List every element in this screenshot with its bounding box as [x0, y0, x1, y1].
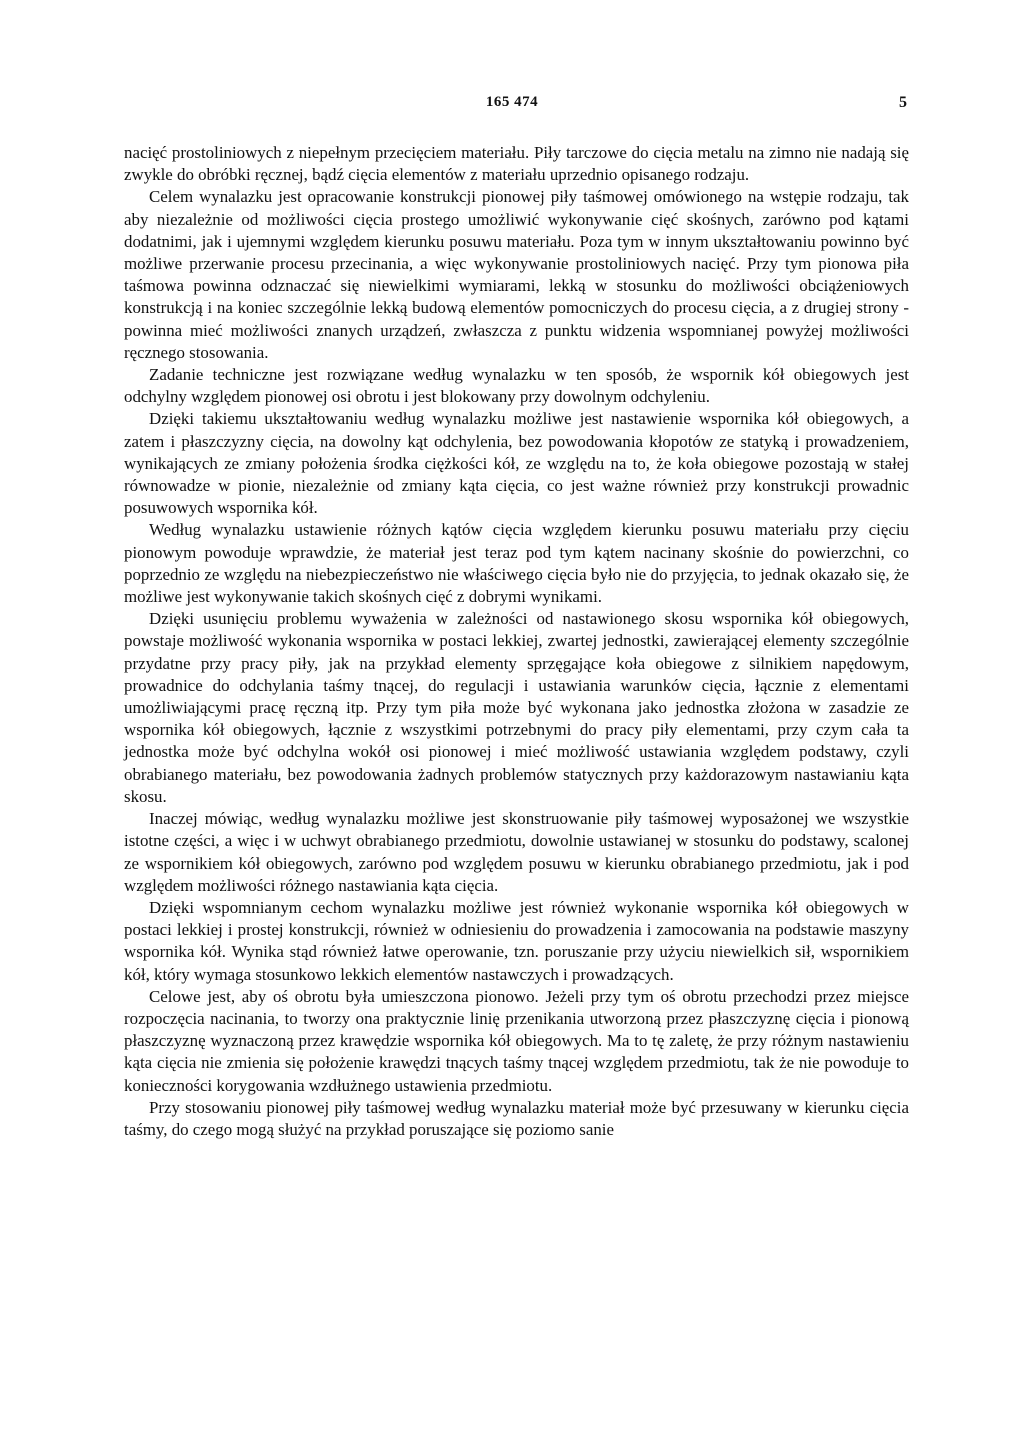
document-number: 165 474 — [485, 94, 539, 110]
paragraph: Przy stosowaniu pionowej piły taśmowej według wynalazku materiał może być przesuwany w kierunku cięcia taśmy, do czego mogą służyć na przykład poruszające się poziomo sanie — [124, 1097, 909, 1139]
paragraph: Według wynalazku ustawienie różnych kątów cięcia względem kierunku posuwu materiału przy cięciu pionowym powoduje wprawdzie, że materiał jest teraz pod tym kątem nacinany skośnie do powierzchni, co poprzednio ze względu na niebezpieczeństwo nie właściwego cięcia było nie do przyjęcia, to jednak okazało się, że możliwe jest wykonywanie takich skośnych cięć z dobrymi wynikami. — [124, 520, 909, 607]
paragraph: Celowe jest, aby oś obrotu była umieszczona pionowo. Jeżeli przy tym oś obrotu przechodzi przez miejsce rozpoczęcia nacinania, to tworzy ona praktycznie linię przenikania utworzoną przez płaszczyznę cięcia i pionową płaszczyznę wyznaczoną przez krawędzie wspornika kół obiegowych. Ma to tę zaletę, że przy różnym nastawieniu kąta cięcia nie zmienia się położenie krawędzi tnących taśmy tnącej względem przedmiotu, tak że nie powoduje to konieczności korygowania wzdłużnego ustawienia przedmiotu. — [124, 986, 909, 1095]
paragraph: Zadanie techniczne jest rozwiązane według wynalazku w ten sposób, że wspornik kół obiegowych jest odchylny względem pionowej osi obrotu i jest blokowany przy dowolnym odchyleniu. — [124, 365, 909, 407]
body-text — [124, 142, 909, 1141]
paragraph: Celem wynalazku jest opracowanie konstrukcji pionowej piły taśmowej omówionego na wstępie rodzaju, tak aby niezależnie od możliwości cięcia prostego umożliwić wykonywanie cięć skośnych, zarówno pod kątami dodatnimi, jak i ujemnymi względem kierunku posuwu materiału. Poza tym w innym ukształtowaniu powinno być możliwe przerwanie procesu przecinania, a więc wykonywanie prostoliniowych nacięć. Przy tym pionowa piła taśmowa powinna odznaczać się niewielkimi wymiarami, lekką w stosunku do możliwości obciążeniowych konstrukcją i na koniec szczególnie lekką budową elementów pomocniczych do procesu cięcia, a z drugiej strony - powinna mieć możliwości znanych urządzeń, zwłaszcza z punktu widzenia wspomnianej powyżej możliwości ręcznego stosowania. — [124, 187, 909, 362]
paragraph: Inaczej mówiąc, według wynalazku możliwe jest skonstruowanie piły taśmowej wyposażonej we wszystkie istotne części, a więc i w uchwyt obrabianego przedmiotu, dowolnie ustawianej w stosunku do podstawy, scalonej ze wspornikiem kół obiegowych, zarówno pod względem posuwu w kierunku obrabianego przedmiotu, jak i pod względem możliwości różnego nastawiania kąta cięcia. — [124, 809, 909, 895]
paragraph: nacięć prostoliniowych z niepełnym przecięciem materiału. Piły tarczowe do cięcia metalu na zimno nie nadają się zwykle do obróbki ręcznej, bądź cięcia elementów z materiału uprzednio opisanego rodzaju. — [124, 143, 909, 185]
paragraph: Dzięki usunięciu problemu wyważenia w zależności od nastawionego skosu wspornika kół obiegowych, powstaje możliwość wykonania wspornika w postaci lekkiej, zwartej jednostki, zawierającej elementy szczególnie przydatne przy pracy piły, jak na przykład elementy sprzęgające koła obiegowe z silnikiem napędowym, prowadnice do odchylania taśmy tnącej, do regulacji i ustawiania warunków cięcia, łącznie z elementami umożliwiającymi pracę ręczną itp. Przy tym piła może być wykonana jako jednostka złożona w zasadzie ze wspornika kół obiegowych, łącznie z wszystkimi potrzebnymi do pracy piły elementami, przy czym cała ta jednostka może być odchylna wokół osi pionowej i mieć możliwość ustawiania względem podstawy, czyli obrabianego materiału, bez powodowania żadnych problemów statycznych przy każdorazowym nastawianiu kąta skosu. — [124, 609, 909, 806]
paragraph: Dzięki takiemu ukształtowaniu według wynalazku możliwe jest nastawienie wspornika kół obiegowych, a zatem i płaszczyzny cięcia, na dowolny kąt odchylenia, bez powodowania kłopotów ze statyką i prowadzeniem, wynikających ze zmiany położenia środka ciężkości kół, ze względu na to, że koła obiegowe pozostają w stałej równowadze w pionie, niezależnie od zmiany kąta cięcia, co jest ważne również przy konstrukcji prowadnic posuwowych wspornika kół. — [124, 409, 909, 518]
page-header — [0, 94, 1024, 116]
paragraph: Dzięki wspomnianym cechom wynalazku możliwe jest również wykonanie wspornika kół obiegowych w postaci lekkiej i prostej konstrukcji, również w odniesieniu do prowadzenia i zamocowania na podstawie maszyny wspornika kół. Wynika stąd również łatwe operowanie, tzn. poruszanie przy użyciu niewielkich sił, wspornikiem kół, który wymaga stosunkowo lekkich elementów nastawczych i prowadzących. — [124, 897, 909, 984]
page-number: 5 — [899, 94, 907, 111]
